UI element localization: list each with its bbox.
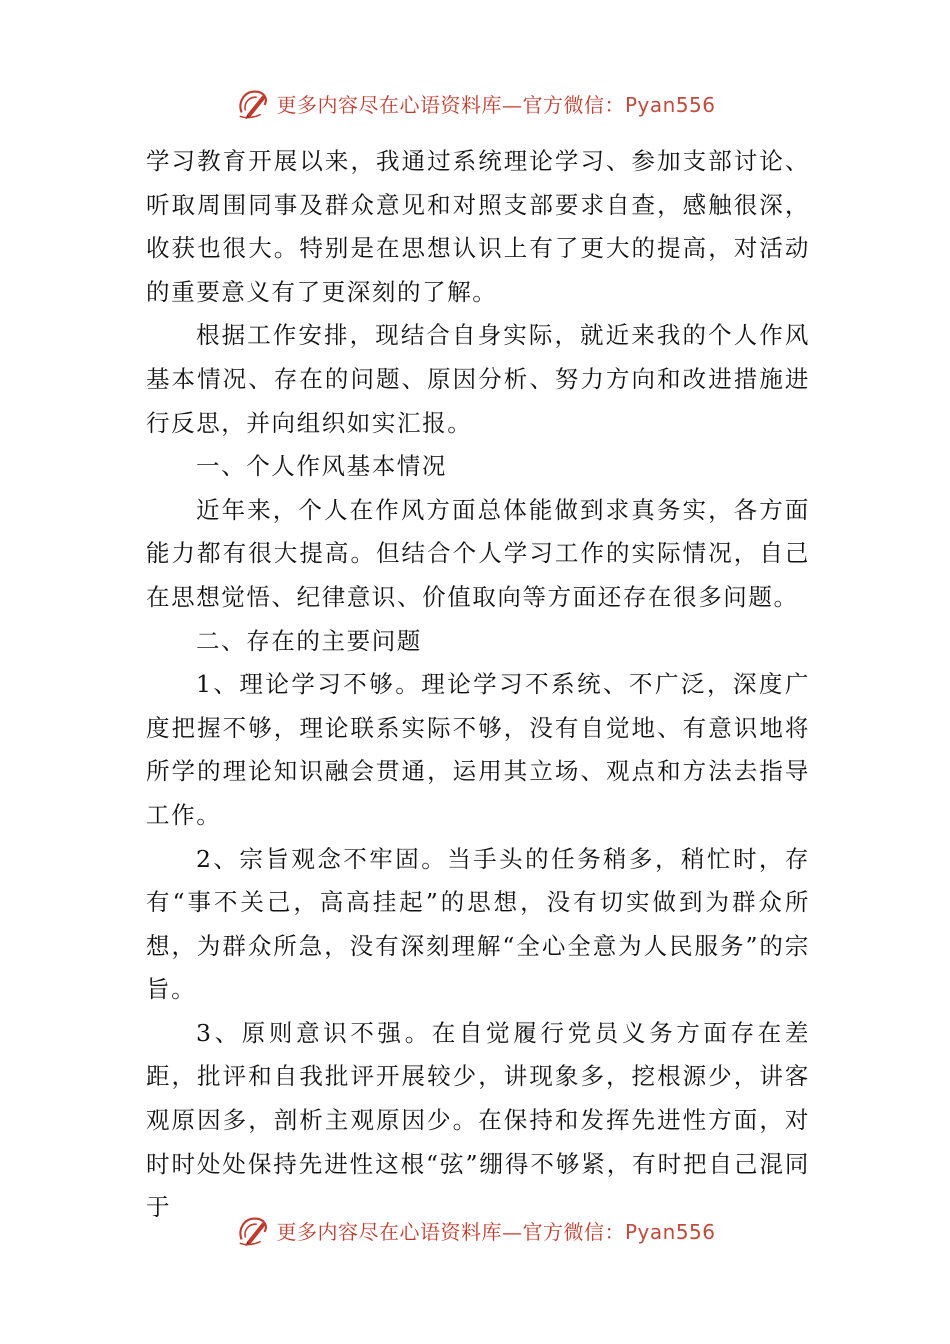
- header-banner: [0, 83, 950, 123]
- pen-swirl-logo-icon: [234, 1211, 272, 1249]
- wechat-id: Pyan556: [624, 92, 716, 117]
- wechat-id: Pyan556: [624, 1219, 716, 1244]
- banner-slogan: 更多内容尽在心语资料库—官方微信：: [276, 92, 625, 117]
- section-heading-2: 二、存在的主要问题: [196, 626, 422, 655]
- banner-text: [276, 1216, 715, 1245]
- paragraph-intro: 学习教育开展以来，我通过系统理论学习、参加支部讨论、听取周围同事及群众意见和对照支部要求自查，感触很深，收获也很大。特别是在思想认识上有了更大的提高，对活动的重要意义有了更深刻的了解。: [146, 147, 810, 306]
- pen-swirl-logo-icon: [234, 84, 272, 122]
- footer-banner: [0, 1210, 950, 1250]
- document-body: [146, 140, 810, 1230]
- banner-slogan: 更多内容尽在心语资料库—官方微信：: [276, 1219, 625, 1244]
- section-heading-1: 一、个人作风基本情况: [196, 452, 447, 481]
- paragraph-arrangement: 根据工作安排，现结合自身实际，就近来我的个人作风基本情况、存在的问题、原因分析、努力方向和改进措施进行反思，并向组织如实汇报。: [146, 321, 810, 437]
- paragraph-problem-2: 2、宗旨观念不牢固。当手头的任务稍多，稍忙时，存有“事不关己，高高挂起”的思想，没有切实做到为群众所想，为群众所急，没有深刻理解“全心全意为人民服务”的宗旨。: [146, 844, 810, 1004]
- paragraph-problem-3: 3、原则意识不强。在自觉履行党员义务方面存在差距，批评和自我批评开展较少，讲现象多，挖根源少，讲客观原因多，剖析主观原因少。在保持和发挥先进性方面，对时时处处保持先进性这根“弦”绷得不够紧，有时把自己混同于: [146, 1018, 810, 1222]
- paragraph-basic-situation: 近年来，个人在作风方面总体能做到求真务实，各方面能力都有很大提高。但结合个人学习工作的实际情况，自己在思想觉悟、纪律意识、价值取向等方面还存在很多问题。: [146, 495, 810, 611]
- banner-text: [276, 89, 715, 118]
- paragraph-problem-1: 1、理论学习不够。理论学习不系统、不广泛，深度广度把握不够，理论联系实际不够，没有自觉地、有意识地将所学的理论知识融会贯通，运用其立场、观点和方法去指导工作。: [146, 670, 810, 829]
